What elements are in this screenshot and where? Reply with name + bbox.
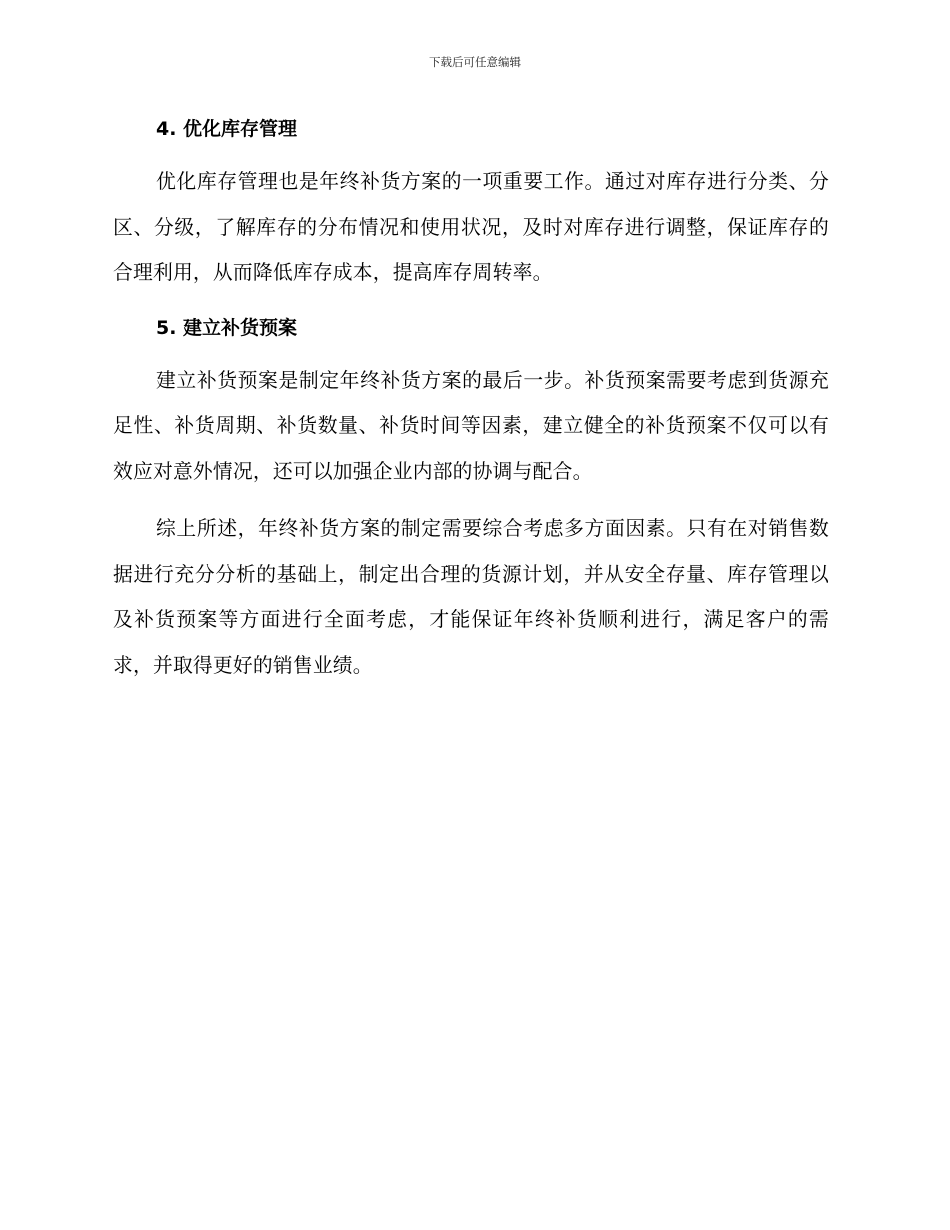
section-heading-replenishment-plan: 5. 建立补货预案 [156,316,298,339]
section-heading-optimize-inventory: 4. 优化库存管理 [156,118,298,140]
paragraph-conclusion: 综上所述，年终补货方案的制定需要综合考虑多方面因素。只有在对销售数据进行充分分析的基础上，制定出合理的货源计划，并从安全存量、库存管理以及补货预案等方面进行全面考虑，才能保证年终补货顺利进行，满足客户的需求，并取得更好的销售业绩。 [113,517,829,677]
page-header: 下载后可任意编辑 [429,55,521,69]
document-body [113,112,829,688]
paragraph-optimize-inventory: 优化库存管理也是年终补货方案的一项重要工作。通过对库存进行分类、分区、分级，了解库存的分布情况和使用状况，及时对库存进行调整，保证库存的合理利用，从而降低库存成本，提高库存周转率。 [113,170,829,284]
paragraph-replenishment-plan: 建立补货预案是制定年终补货方案的最后一步。补货预案需要考虑到货源充足性、补货周期、补货数量、补货时间等因素，建立健全的补货预案不仅可以有效应对意外情况，还可以加强企业内部的协调与配合。 [113,368,829,483]
